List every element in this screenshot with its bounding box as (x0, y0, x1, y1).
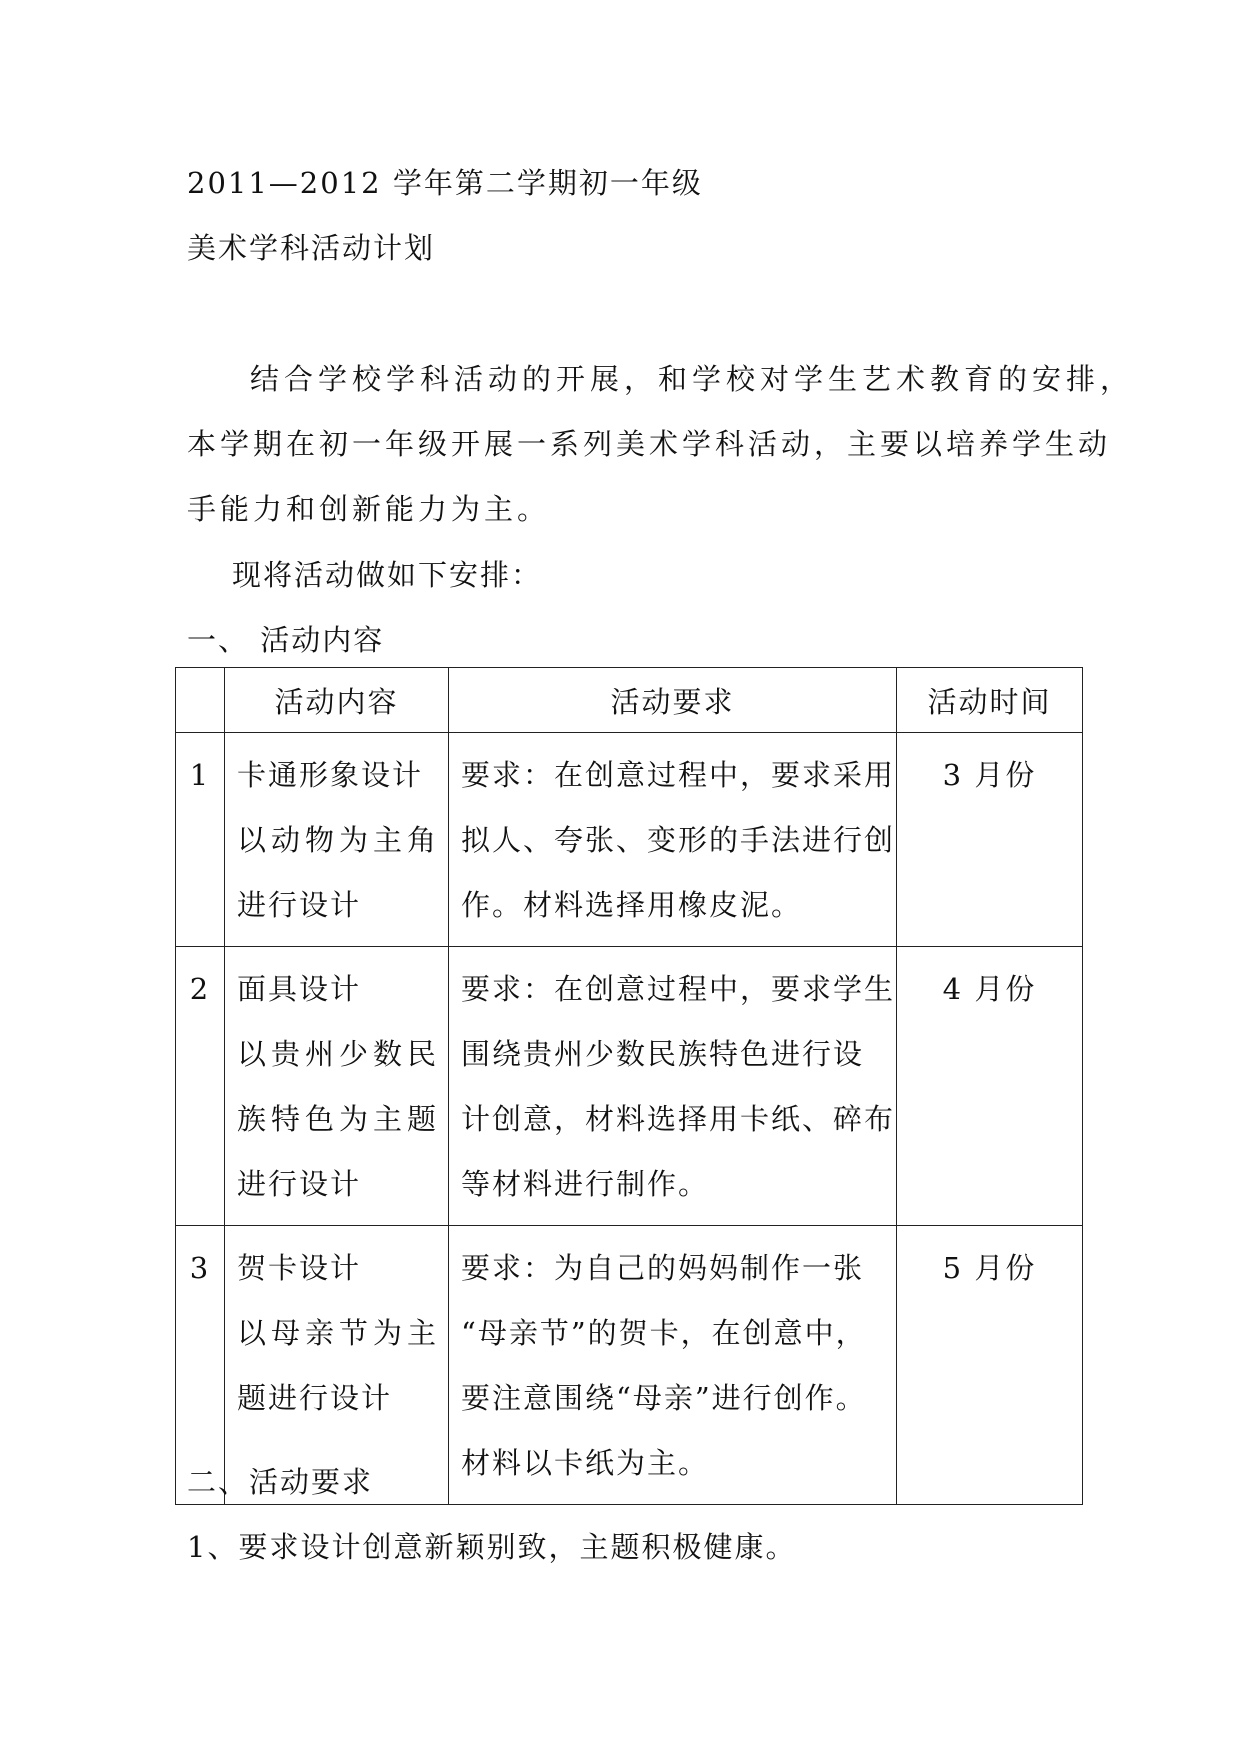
header-requirement: 活动要求 (449, 668, 897, 733)
requirement-line: 拟人、夸张、变形的手法进行创 (461, 823, 896, 857)
requirement-line: 要求：为自己的妈妈制作一张 (461, 1251, 865, 1285)
row-requirement (449, 1226, 897, 1505)
header-content: 活动内容 (225, 668, 449, 733)
section-1-heading: 一、 活动内容 (187, 623, 385, 657)
header-index (176, 668, 225, 733)
row-content (225, 947, 449, 1226)
content-line: 进行设计 (237, 888, 362, 922)
row-time (897, 1226, 1083, 1505)
intro-paragraph-line-2: 本学期在初一年级开展一系列美术学科活动，主要以培养学生动 (187, 427, 1112, 461)
row-time (897, 733, 1083, 947)
row-index (176, 947, 225, 1226)
content-line: 面具设计 (237, 972, 362, 1006)
row-index (176, 733, 225, 947)
table-header-row (176, 668, 1083, 733)
content-line: 族特色为主题 (237, 1102, 442, 1136)
row-content (225, 733, 449, 947)
requirement-line: 等材料进行制作。 (461, 1167, 710, 1201)
content-line: 题进行设计 (237, 1381, 393, 1415)
table-row (176, 947, 1083, 1226)
title-line-1: 2011—2012 学年第二学期初一年级 (187, 166, 703, 200)
content-line: 贺卡设计 (237, 1251, 362, 1285)
row-time (897, 947, 1083, 1226)
section-2-heading: 二、活动要求 (187, 1465, 374, 1499)
content-line: 以动物为主角 (237, 823, 442, 857)
arrangement-text: 现将活动做如下安排： (232, 558, 543, 592)
requirement-line: 作。材料选择用橡皮泥。 (461, 888, 803, 922)
requirement-line: 要求：在创意过程中，要求采用 (461, 758, 896, 792)
requirement-line: 要求：在创意过程中，要求学生 (461, 972, 896, 1006)
requirement-line: 围绕贵州少数民族特色进行设 (461, 1037, 865, 1071)
row-index-text: 1 (189, 758, 211, 792)
row-index-text: 3 (189, 1251, 211, 1285)
requirement-line: “母亲节”的贺卡，在创意中， (461, 1316, 867, 1350)
requirement-line: 计创意，材料选择用卡纸、碎布 (461, 1102, 896, 1136)
requirement-line: 要注意围绕“母亲”进行创作。 (461, 1381, 867, 1415)
content-line: 以贵州少数民 (237, 1037, 442, 1071)
time-text: 5 月份 (942, 1251, 1037, 1285)
intro-paragraph-line-3: 手能力和创新能力为主。 (187, 492, 551, 526)
header-time: 活动时间 (897, 668, 1083, 733)
row-index-text: 2 (189, 972, 211, 1006)
time-text: 3 月份 (942, 758, 1037, 792)
activity-table (175, 667, 1083, 1505)
content-line: 卡通形象设计 (237, 758, 424, 792)
requirement-item-1: 1、要求设计创意新颖别致，主题积极健康。 (187, 1530, 797, 1564)
intro-paragraph-line-1: 结合学校学科活动的开展，和学校对学生艺术教育的安排， (250, 362, 1135, 396)
row-requirement (449, 947, 897, 1226)
time-text: 4 月份 (942, 972, 1037, 1006)
table-row (176, 733, 1083, 947)
content-line: 进行设计 (237, 1167, 362, 1201)
row-requirement (449, 733, 897, 947)
title-line-2: 美术学科活动计划 (187, 231, 436, 265)
content-line: 以母亲节为主 (237, 1316, 442, 1350)
requirement-line: 材料以卡纸为主。 (461, 1446, 710, 1480)
